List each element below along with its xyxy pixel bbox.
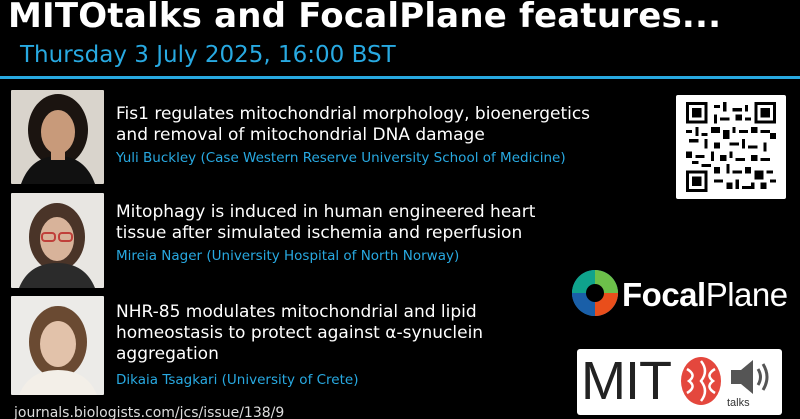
talk-title-line: Fis1 regulates mitochondrial morphology, bioenergetics [116,104,591,124]
talk-title-line: and removal of mitochondrial DNA damage [116,125,485,145]
mitochondrion-icon [677,355,725,407]
speaker-photo [11,90,104,184]
qr-code[interactable] [676,95,786,199]
speaker-photo [11,193,104,288]
focalplane-mark-icon [570,268,620,318]
footer-url[interactable]: journals.biologists.com/jcs/issue/138/9 [14,405,285,419]
page-title: MITOtalks and FocalPlane features... [8,0,722,36]
focalplane-wordmark [622,276,788,314]
talk-title-line: Mitophagy is induced in human engineered heart [116,202,536,222]
speaker-icon [729,357,773,397]
talk-title-line: tissue after simulated ischemia and reperfusion [116,223,523,243]
talk-title [116,202,661,244]
mito-talks-label: talks [727,397,750,409]
talk-title-line: NHR-85 modulates mitochondrial and lipid [116,302,477,322]
mito-wordmark: MIT [581,351,671,411]
talk-title-line: aggregation [116,344,219,364]
header-divider [0,76,800,79]
event-date: Thursday 3 July 2025, 16:00 BST [20,42,396,68]
talk-speaker: Dikaia Tsagkari (University of Crete) [116,372,359,388]
talk-title-line: homeostasis to protect against α-synuclein [116,323,484,343]
speaker-photo [11,296,104,395]
talk-speaker: Mireia Nager (University Hospital of North Norway) [116,248,460,264]
focalplane-wordmark-bold: Focal [622,276,706,313]
talk-title [116,104,661,146]
focalplane-logo [570,262,795,324]
mitotalks-logo [577,349,782,415]
focalplane-wordmark-light: Plane [705,276,788,313]
talk-speaker: Yuli Buckley (Case Western Reserve University School of Medicine) [116,150,566,166]
